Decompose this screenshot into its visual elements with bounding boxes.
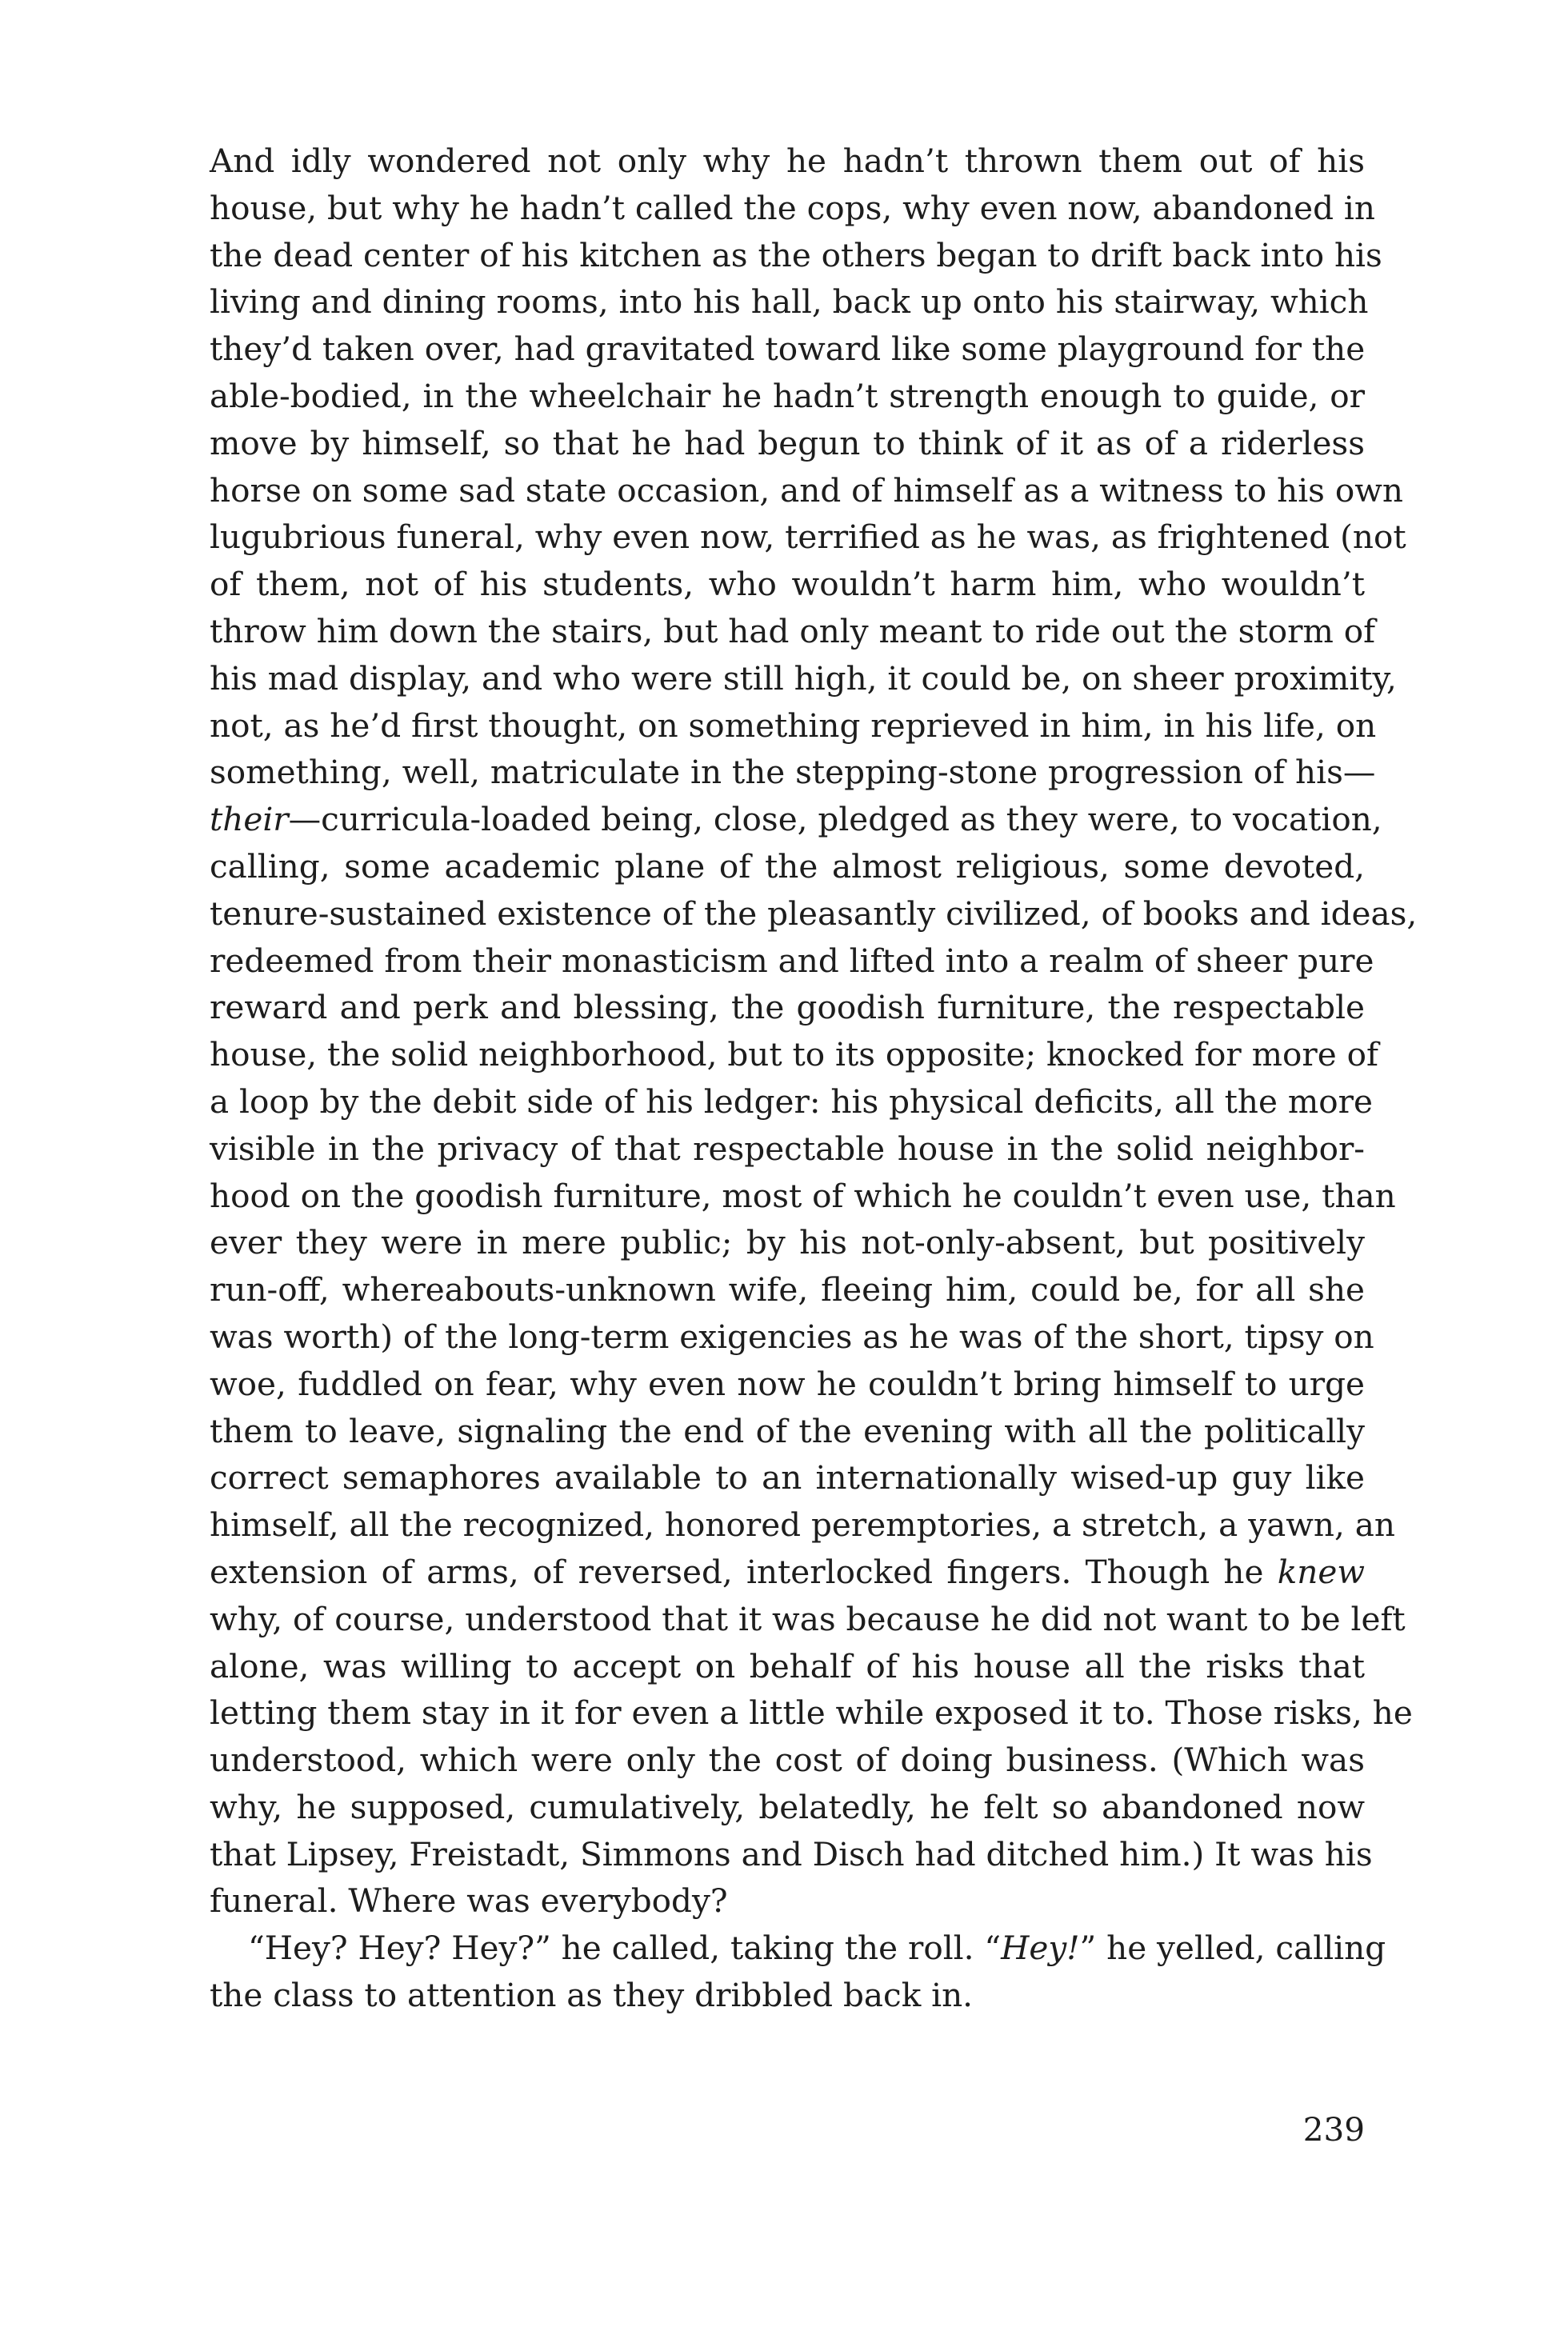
text-line: [210, 1126, 1365, 1173]
italic-text: knew: [1277, 1552, 1365, 1591]
text-line: [210, 796, 1382, 843]
text-segment: visible in the privacy of that respectable house in the solid neighbor-: [210, 1129, 1365, 1168]
text-line: [210, 232, 1382, 279]
text-line: [210, 843, 1365, 890]
text-segment: correct semaphores available to an internationally wised-up guy like: [210, 1458, 1365, 1497]
text-line: [210, 984, 1365, 1031]
text-segment: understood, which were only the cost of doing business. (Which was: [210, 1741, 1365, 1780]
text-segment: —curricula-loaded being, close, pledged as they were, to vocation,: [288, 800, 1382, 839]
text-segment: move by himself, so that he had begun to think of it as of a riderless: [210, 423, 1365, 462]
text-segment: tenure-sustained existence of the pleasantly civilized, of books and ideas,: [210, 894, 1418, 933]
text-segment: the class to attention as they dribbled back in.: [210, 1976, 974, 2015]
text-line: [210, 1925, 1386, 1972]
text-line: [210, 1549, 1365, 1596]
text-line: [210, 1972, 1365, 2019]
text-segment: able-bodied, in the wheelchair he hadn’t strength enough to guide, or: [210, 376, 1365, 415]
text-segment: “Hey? Hey? Hey?” he called, taking the roll. “: [248, 1929, 1002, 1968]
text-line: [210, 420, 1365, 467]
italic-text: Hey!: [1001, 1929, 1080, 1968]
text-segment: something, well, matriculate in the stepping-stone progression of his—: [210, 753, 1376, 792]
text-line: [210, 1361, 1365, 1408]
text-line: [210, 185, 1375, 232]
text-segment: letting them stay in it for even a little while exposed it to. Those risks, he: [210, 1693, 1413, 1733]
text-line: [210, 561, 1365, 608]
text-line: [210, 1501, 1395, 1549]
text-line: [210, 608, 1376, 655]
text-segment: And idly wondered not only why he hadn’t thrown them out of his: [210, 142, 1365, 180]
text-line: [210, 138, 1365, 185]
text-segment: why, of course, understood that it was because he did not want to be left: [210, 1599, 1406, 1638]
text-line: [210, 514, 1406, 561]
text-segment: extension of arms, of reversed, interlocked fingers. Though he: [210, 1552, 1278, 1591]
text-line: [210, 1173, 1396, 1220]
text-segment: living and dining rooms, into his hall, back up onto his stairway, which: [210, 282, 1369, 322]
text-line: [210, 1454, 1365, 1501]
text-line: [210, 702, 1377, 750]
text-segment: the dead center of his kitchen as the others began to drift back into his: [210, 235, 1382, 274]
text-segment: not, as he’d first thought, on something reprieved in him, in his life, on: [210, 706, 1377, 745]
text-segment: reward and perk and blessing, the goodish furniture, the respectable: [210, 988, 1365, 1027]
text-segment: run-off, whereabouts-unknown wife, fleeing him, could be, for all she: [210, 1270, 1365, 1309]
text-line: [210, 1219, 1365, 1266]
paragraph: [210, 1925, 1386, 2019]
text-segment: lugubrious funeral, why even now, terrified as he was, as frightened (not: [210, 518, 1406, 557]
paragraph: [210, 138, 1418, 1925]
text-line: [210, 749, 1376, 796]
text-line: [210, 1596, 1406, 1643]
text-line: [210, 938, 1374, 985]
text-segment: funeral. Where was everybody?: [210, 1881, 728, 1921]
text-line: [210, 1078, 1373, 1126]
text-line: [210, 1313, 1374, 1361]
text-segment: his mad display, and who were still high, it could be, on sheer proximity,: [210, 658, 1397, 698]
text-line: [210, 1737, 1365, 1784]
text-segment: calling, some academic plane of the almost religious, some devoted,: [210, 846, 1365, 886]
text-segment: was worth) of the long-term exigencies as he was of the short, tipsy on: [210, 1317, 1374, 1356]
text-segment: woe, fuddled on fear, why even now he couldn’t bring himself to urge: [210, 1364, 1365, 1403]
body-text: [210, 138, 1418, 2019]
text-line: [210, 890, 1418, 938]
text-segment: they’d taken over, had gravitated toward like some playground for the: [210, 330, 1366, 369]
text-segment: ever they were in mere public; by his not-only-absent, but positively: [210, 1223, 1365, 1262]
text-segment: horse on some sad state occasion, and of himself as a witness to his own: [210, 470, 1403, 510]
text-line: [210, 467, 1403, 514]
text-line: [210, 1643, 1365, 1690]
text-segment: hood on the goodish furniture, most of which he couldn’t even use, than: [210, 1176, 1396, 1215]
text-line: [210, 326, 1365, 373]
text-line: [210, 1689, 1413, 1737]
text-line: [210, 278, 1369, 326]
italic-text: their: [210, 800, 289, 839]
text-segment: of them, not of his students, who wouldn’t harm him, who wouldn’t: [210, 565, 1365, 604]
text-line: [210, 1266, 1365, 1313]
text-segment: throw him down the stairs, but had only meant to ride out the storm of: [210, 611, 1376, 650]
text-segment: ” he yelled, calling: [1079, 1929, 1386, 1968]
text-segment: a loop by the debit side of his ledger: his physical deficits, all the more: [210, 1082, 1373, 1121]
text-line: [210, 1784, 1365, 1831]
text-line: [210, 655, 1397, 702]
text-segment: alone, was willing to accept on behalf of his house all the risks that: [210, 1646, 1365, 1685]
text-line: [210, 1831, 1373, 1878]
text-line: [210, 1031, 1378, 1078]
text-segment: them to leave, signaling the end of the evening with all the politically: [210, 1411, 1365, 1450]
text-segment: why, he supposed, cumulatively, belatedly, he felt so abandoned now: [210, 1787, 1365, 1826]
text-segment: house, but why he hadn’t called the cops, why even now, abandoned in: [210, 188, 1375, 227]
text-line: [210, 1877, 1365, 1925]
text-segment: house, the solid neighborhood, but to its opposite; knocked for more of: [210, 1035, 1378, 1074]
page-number: 239: [1302, 2110, 1365, 2149]
text-line: [210, 1408, 1365, 1455]
text-line: [210, 373, 1365, 420]
text-segment: that Lipsey, Freistadt, Simmons and Disch had ditched him.) It was his: [210, 1834, 1373, 1873]
text-segment: himself, all the recognized, honored peremptories, a stretch, a yawn, an: [210, 1505, 1395, 1545]
text-segment: redeemed from their monasticism and lifted into a realm of sheer pure: [210, 941, 1374, 980]
